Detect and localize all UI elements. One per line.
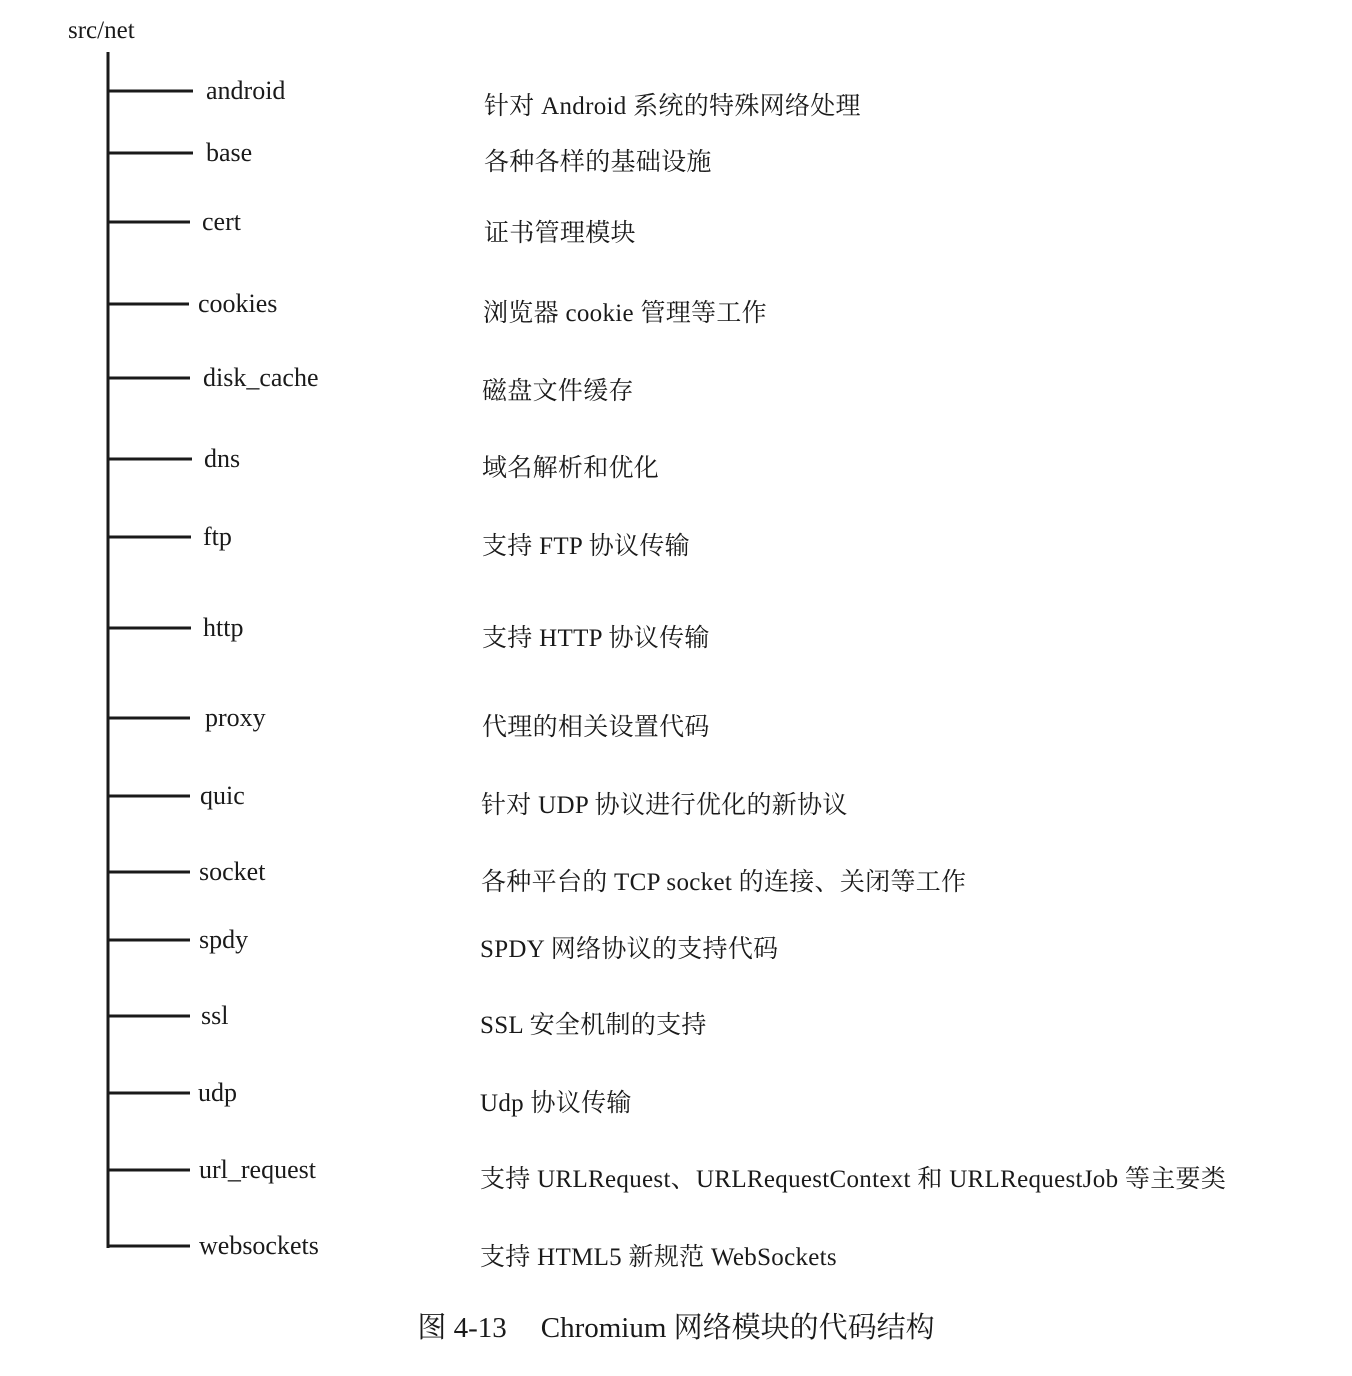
- directory-name: udp: [198, 1078, 237, 1107]
- directory-description: 支持 URLRequest、URLRequestContext 和 URLRequestJob 等主要类: [480, 1166, 1227, 1193]
- tree-entry: [0, 923, 1352, 963]
- directory-name: ftp: [203, 522, 232, 551]
- tree-entry: [0, 701, 1352, 741]
- directory-description: 磁盘文件缓存: [482, 378, 634, 405]
- directory-name: android: [206, 76, 286, 105]
- directory-description: 支持 HTML5 新规范 WebSockets: [480, 1244, 837, 1271]
- tree-root-label: src/net: [68, 17, 135, 44]
- tree-entry: [0, 1229, 1352, 1271]
- figure-title: Chromium 网络模块的代码结构: [540, 1312, 935, 1344]
- tree-entry: [0, 999, 1352, 1039]
- directory-description: 代理的相关设置代码: [482, 714, 710, 741]
- directory-name: quic: [200, 781, 245, 810]
- tree-entry: [0, 520, 1352, 560]
- directory-name: dns: [204, 444, 241, 473]
- tree-entry: [0, 136, 1352, 176]
- directory-description: SSL 安全机制的支持: [480, 1012, 707, 1039]
- tree-branch-lines: [108, 91, 193, 1246]
- tree-entry: [0, 611, 1352, 652]
- directory-name: base: [206, 138, 253, 167]
- directory-description: 域名解析和优化: [482, 455, 660, 482]
- tree-entry: [0, 74, 1352, 120]
- directory-description: 浏览器 cookie 管理等工作: [483, 300, 767, 327]
- directory-description: 针对 Android 系统的特殊网络处理: [484, 93, 861, 120]
- tree-entry: [0, 205, 1352, 247]
- directory-name: spdy: [199, 925, 249, 954]
- directory-name: http: [203, 613, 244, 642]
- directory-name: proxy: [205, 703, 266, 732]
- directory-name: cert: [202, 207, 241, 236]
- directory-name: cookies: [198, 289, 278, 318]
- directory-name: url_request: [199, 1155, 316, 1184]
- directory-description: Udp 协议传输: [480, 1090, 632, 1117]
- directory-description: 各种各样的基础设施: [484, 149, 712, 176]
- figure-caption: [0, 1310, 1352, 1346]
- directory-description: SPDY 网络协议的支持代码: [480, 936, 779, 963]
- tree-entry: [0, 361, 1352, 405]
- tree-entry: [0, 779, 1352, 819]
- directory-name: websockets: [199, 1231, 319, 1260]
- directory-name: disk_cache: [203, 363, 319, 392]
- directory-name: ssl: [201, 1001, 229, 1030]
- directory-description: 针对 UDP 协议进行优化的新协议: [481, 792, 848, 819]
- directory-name: socket: [199, 857, 266, 886]
- directory-description: 各种平台的 TCP socket 的连接、关闭等工作: [481, 869, 967, 896]
- tree-entry: [0, 1153, 1352, 1193]
- directory-description: 证书管理模块: [484, 220, 636, 247]
- tree-entry: [0, 287, 1352, 327]
- tree-entry: [0, 1076, 1352, 1117]
- tree-entry: [0, 442, 1352, 482]
- figure-number: 图 4-13: [417, 1312, 507, 1344]
- directory-description: 支持 FTP 协议传输: [482, 533, 690, 560]
- directory-description: 支持 HTTP 协议传输: [482, 625, 710, 652]
- tree-entry: [0, 855, 1352, 896]
